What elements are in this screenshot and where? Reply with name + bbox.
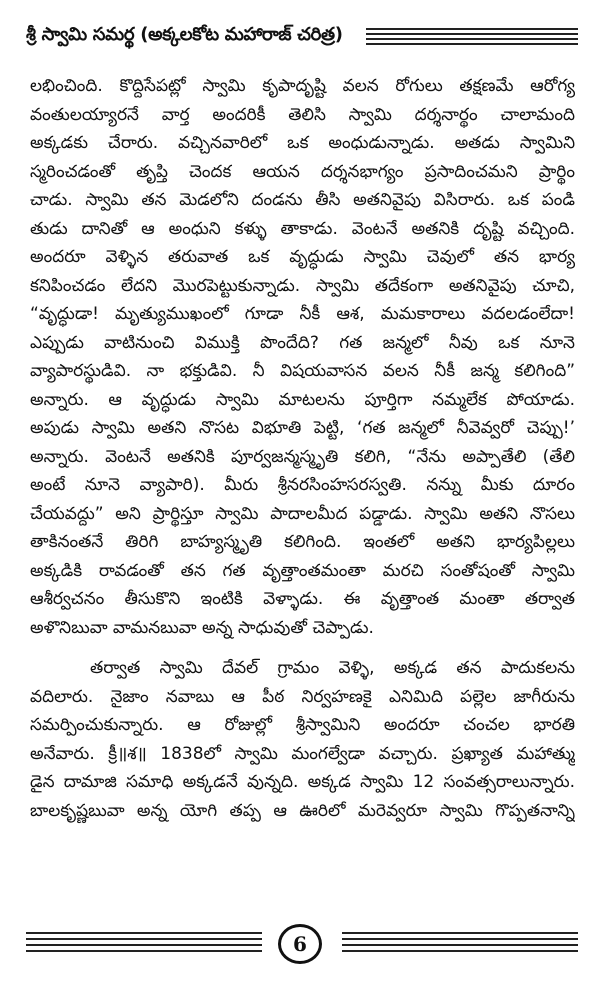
page-number: 6 [278,924,322,964]
footer-rule-lines-left [26,932,262,956]
text-line: అందరూ వెళ్ళిన తరువాత ఒక వృద్ధుడు స్వామి చెవులో తన భార్య [30,247,575,267]
text-line: లభించింది. కొద్దిసేపట్లో స్వామి కృపాదృష్టి వలన రోగులు తక్షణమే ఆరోగ్య [30,76,575,96]
text-line: సమర్పించుకున్నారు. ఆ రోజుల్లో శ్రీస్వామిని అందరూ చంచల భారతి [30,715,575,735]
page-footer [26,922,578,968]
text-line: అపుడు స్వామి అతని నొసట విభూతి పెట్టి, ‘గత జన్మలో నీవెవ్వరో చెప్పు!’ [30,418,575,438]
text-line: అక్కడకు చేరారు. వచ్చినవారిలో ఒక అంధుడున్నాడు. అతడు స్వామిని [30,133,575,153]
text-line: ఎప్పుడు వాటినుంచి విముక్తి పొందేది? గత జన్మలో నీవు ఒక నూనె [30,332,575,353]
body-text [30,72,575,825]
text-line: కనిపించడం లేదని మొరపెట్టుకున్నాడు. స్వామి తదేకంగా అతనివైపు చూచి, [30,275,575,296]
text-line: చాడు. స్వామి తన మెడలోని దండను తీసి అతనివైపు విసిరారు. ఒక పండి [30,190,575,210]
text-line: అనేవారు. క్రీ॥శ॥ 1838లో స్వామి మంగల్వేడా వచ్చారు. ప్రఖ్యాత మహాత్ము [30,743,575,764]
text-line: ఆశీర్వచనం తీసుకొని ఇంటికి వెళ్ళాడు. ఈ వృత్తాంత మంతా తర్వాత [30,589,575,609]
text-line: తాకినంతనే తిరిగి బాహ్యస్మృతి కలిగింది. ఇంతలో అతని భార్యపిల్లలు [30,532,575,552]
text-line: డైన దామాజి సమాధి అక్కడనే వున్నది. అక్కడ స్వామి 12 సంవత్సరాలున్నారు. [30,772,575,792]
text-line: తుడు దానితో ఆ అంధుని కళ్ళు తాకాడు. వెంటనే అతనికి దృష్టి వచ్చింది. [30,218,575,239]
paragraph-2 [30,654,575,825]
text-line: స్మరించడంతో తృప్తి చెందక ఆయన దర్శనభాగ్యం ప్రసాదించమని ప్రార్థిం [30,161,575,182]
paragraph-1 [30,72,575,642]
text-line: అక్కడికి రావడంతో తన గత వృత్తాంతమంతా మరచి సంతోషంతో స్వామి [30,560,575,581]
footer-rule-lines-right [342,932,578,956]
text-line: అంటే నూనె వ్యాపారి). మీరు శ్రీనరసింహసరస్వతి. నన్ను మీకు దూరం [30,475,575,495]
text-line: అన్నారు. వెంటనే అతనికి పూర్వజన్మస్మృతి కలిగి, “నేను అప్పాతేలి (తేలి [30,446,575,467]
header-title: శ్రీ స్వామి సమర్థ (అక్కలకోట మహారాజ్ చరిత్ర) [26,24,343,45]
header-rule-lines [366,28,578,50]
text-line: వదిలారు. నైజాం నవాబు ఆ పీఠ నిర్వహణకై ఎనిమిది పల్లెల జాగీరును [30,686,575,707]
text-line: వంతులయ్యారనే వార్త అందరికీ తెలిసి స్వామి దర్శనార్థం చాలామంది [30,104,575,125]
text-line: “వృద్ధుడా! మృత్యుముఖంలో గూడా నీకీ ఆశ, మమకారాలు వదలడంలేదా! [30,304,575,324]
text-line: వ్యాపారస్థుడివి. నా భక్తుడివి. నీ విషయవాసన వలన నీకీ జన్మ కలిగింది” [30,361,575,381]
text-line: బాలకృష్ణబువా అన్న యోగి తప్ప ఆ ఊరిలో మరెవ్వరూ స్వామి గొప్పతనాన్ని [30,800,575,821]
running-header [26,20,578,60]
text-line: చేయవద్దు” అని ప్రార్థిస్తూ స్వామి పాదాలమీద పడ్డాడు. స్వామి అతని నొసలు [30,503,575,524]
text-line: తర్వాత స్వామి దేవల్ గ్రామం వెళ్ళి, అక్కడ తన పాదుకలను [90,658,575,678]
text-line: అన్నారు. ఆ వృద్ధుడు స్వామి మాటలను పూర్తిగా నమ్మలేక పోయాడు. [30,389,575,410]
text-line: అళొనిబువా వామనబువా అన్న సాధువుతో చెప్పాడు. [30,617,374,638]
